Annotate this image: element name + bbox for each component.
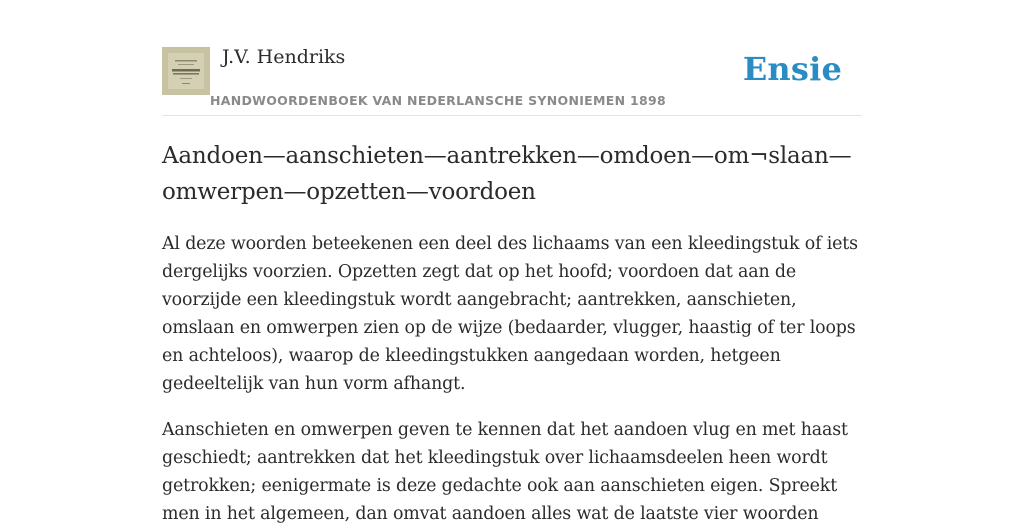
ensie-logo[interactable]: Ensie — [742, 50, 842, 88]
book-cover-icon — [162, 47, 210, 95]
header — [162, 0, 862, 116]
author-name[interactable]: J.V. Hendriks — [222, 46, 346, 68]
article-paragraph: Aanschieten en omwerpen geven te kennen dat het aandoen vlug en met haast geschiedt; aantrekken dat het kleedingstuk over lichaamsdeelen heen wordt getrokken; eenigermate is deze gedachte ook aan aanschieten eigen. Spreekt men in het algemeen, dan omvat aandoen alles wat de laatste vier woorden — [162, 420, 848, 524]
avatar[interactable] — [162, 47, 210, 95]
source-title[interactable]: HANDWOORDENBOEK VAN NEDERLANSCHE SYNONIEMEN 1898 — [210, 93, 667, 108]
article-paragraph: Al deze woorden beteekenen een deel des lichaams van een kleedingstuk of iets dergelijks voorzien. Opzetten zegt dat op het hoofd; voordoen dat aan de voorzijde een kleedingstuk wordt aangebracht; aantrekken, aanschieten, omslaan en omwerpen zien op de wijze (bedaarder, vlugger, haastig of ter loops en achteloos), waarop de kleedingstukken aangedaan worden, hetgeen gedeeltelijk van hun vorm afhangt. — [162, 234, 858, 394]
content-column — [162, 0, 862, 528]
article-title: Aandoen—aanschieten—aantrekken—omdoen—om¬slaan—omwerpen—opzetten—voordoen — [162, 143, 852, 205]
